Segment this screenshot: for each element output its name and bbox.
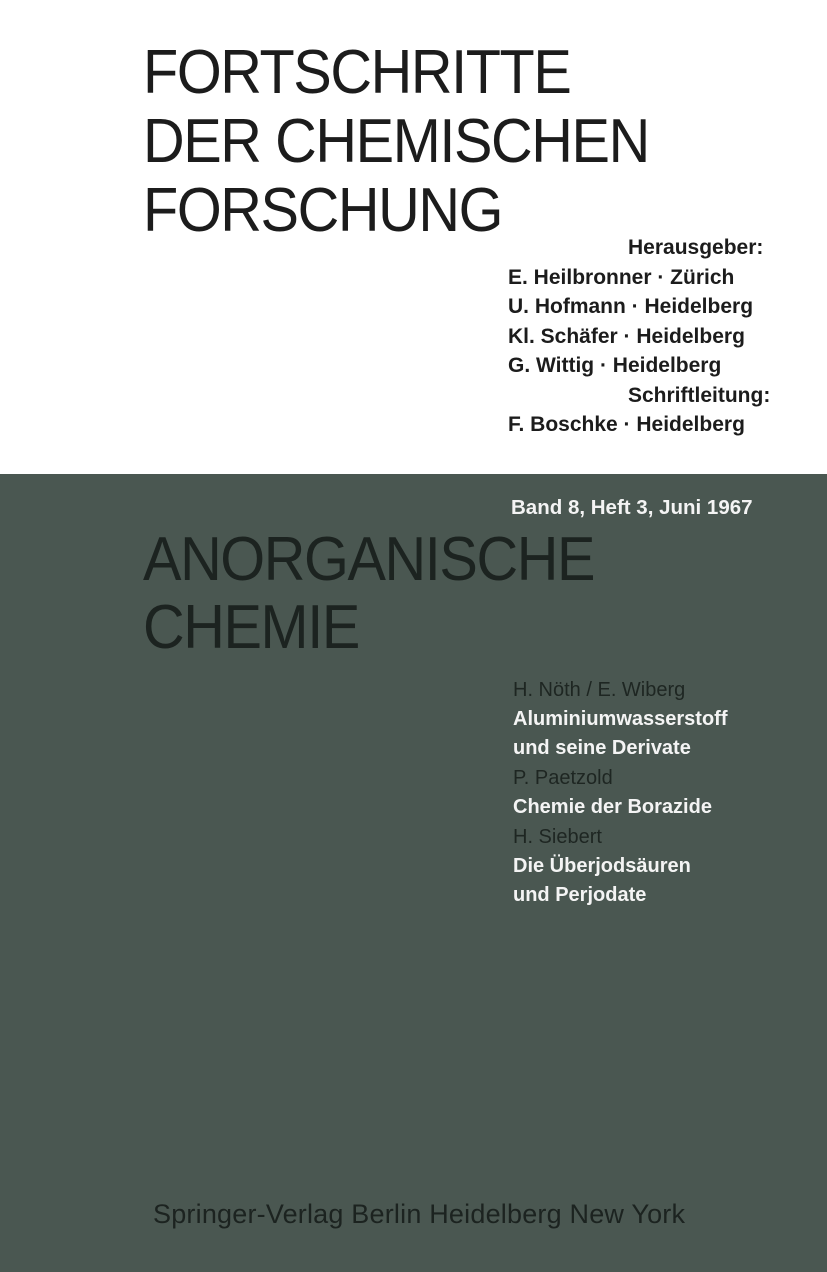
article-authors: H. Nöth / E. Wiberg <box>513 679 686 701</box>
publisher-imprint: Springer-Verlag Berlin Heidelberg New York <box>153 1199 686 1229</box>
series-title-line-3: FORSCHUNG <box>143 176 503 245</box>
topic-title-line-1: ANORGANISCHE <box>143 525 595 594</box>
article-title-line: Die Überjodsäuren <box>513 855 691 877</box>
topic-title <box>143 526 594 662</box>
topic-title-line-2: CHEMIE <box>143 593 359 662</box>
editor-name: Kl. Schäfer · Heidelberg <box>508 324 745 348</box>
article-authors: P. Paetzold <box>513 767 613 789</box>
editor-name: U. Hofmann · Heidelberg <box>508 295 754 318</box>
table-of-contents <box>513 675 813 910</box>
article-authors: H. Siebert <box>513 826 602 848</box>
editors-block <box>508 233 808 440</box>
series-title-line-2: DER CHEMISCHEN <box>143 107 649 176</box>
volume-info: Band 8, Heft 3, Juni 1967 <box>511 496 753 519</box>
article-title-line: Chemie der Borazide <box>513 796 712 818</box>
article-title-line: Aluminiumwasserstoff <box>513 708 728 730</box>
editor-name: E. Heilbronner · Zürich <box>508 265 735 289</box>
series-title-line-1: FORTSCHRITTE <box>143 38 571 107</box>
editor-name: G. Wittig · Heidelberg <box>508 354 722 377</box>
editors-heading: Herausgeber: <box>628 236 764 259</box>
managing-editor-name: F. Boschke · Heidelberg <box>508 413 745 436</box>
article-title-line: und Perjodate <box>513 884 647 906</box>
managing-editor-heading: Schriftleitung: <box>628 383 771 407</box>
article-title-line: und seine Derivate <box>513 737 691 759</box>
series-title <box>143 38 649 245</box>
cover-top-panel <box>0 0 827 474</box>
